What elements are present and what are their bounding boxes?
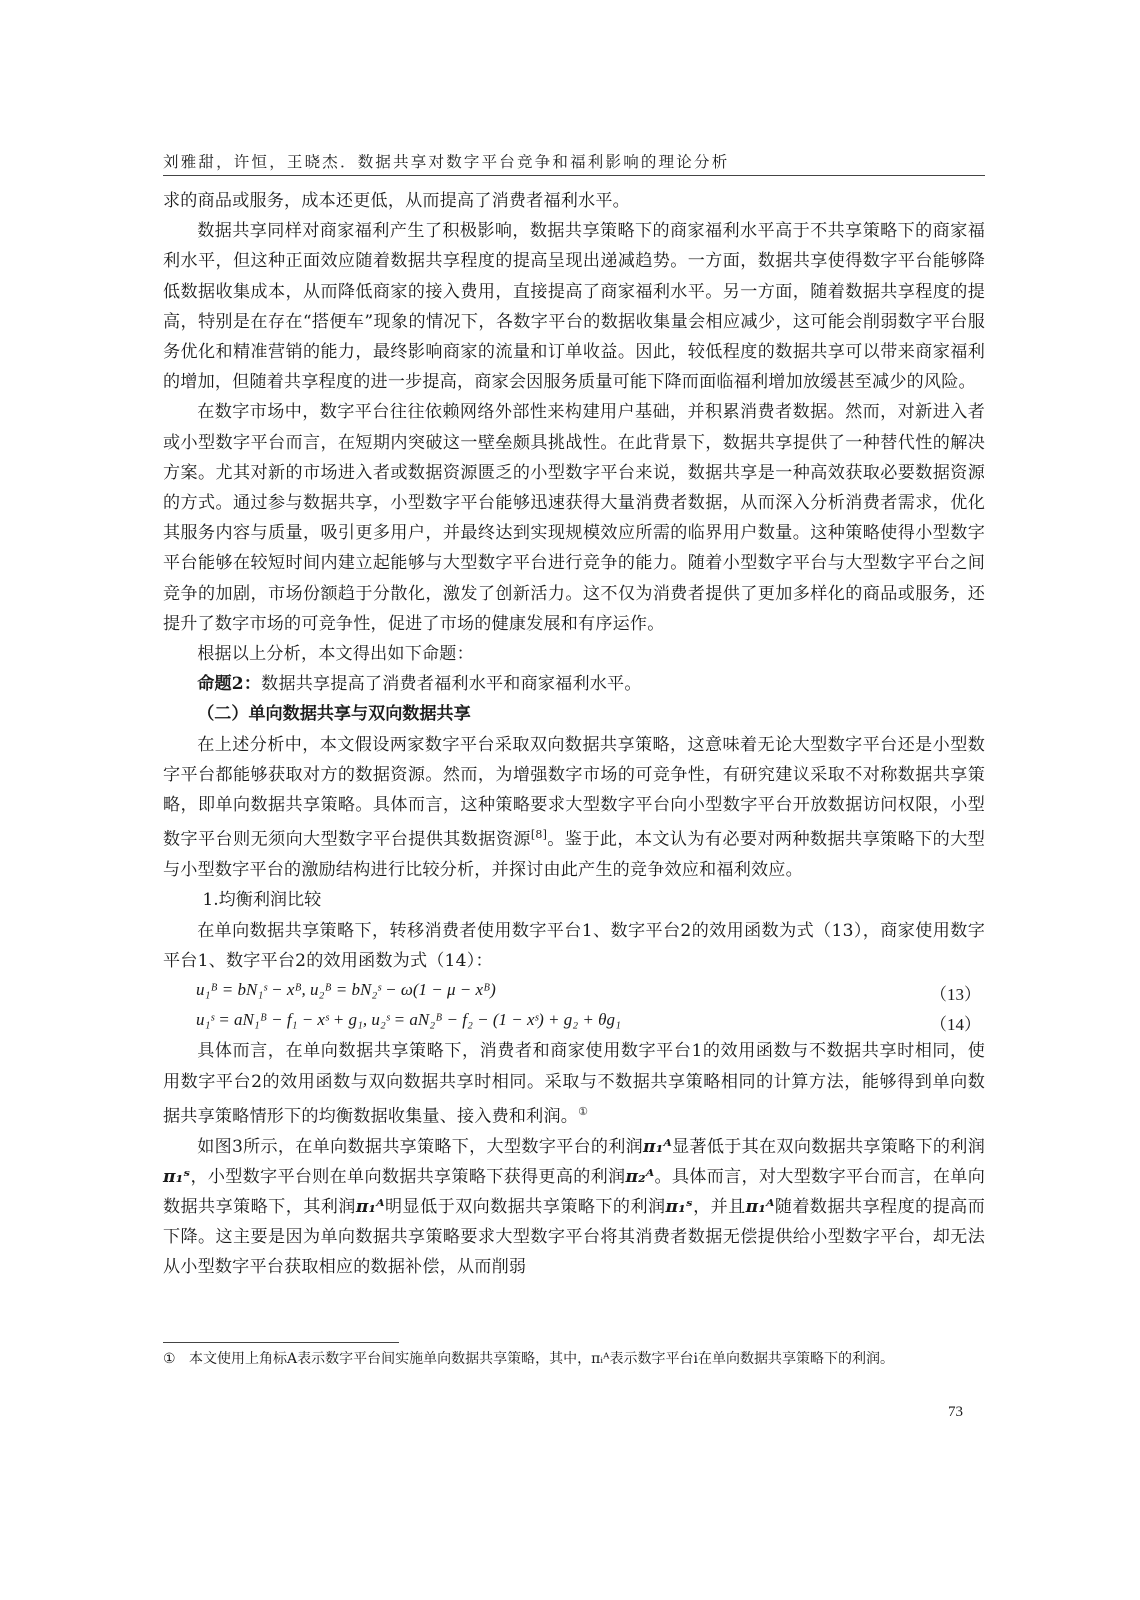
body-text (163, 186, 985, 1283)
paragraph-2: 数据共享同样对商家福利产生了积极影响，数据共享策略下的商家福利水平高于不共享策略下的商家福利水平，但这种正面效应随着数据共享程度的提高呈现出递减趋势。一方面，数据共享使得数字平台能够降低数据收集成本，从而降低商家的接入费用，直接提高了商家福利水平。另一方面，随着数据共享程度的提高，特别是在存在“搭便车”现象的情况下，各数字平台的数据收集量会相应减少，这可能会削弱数字平台服务优化和精准营销的能力，最终影响商家的流量和订单收益。因此，较低程度的数据共享可以带来商家福利的增加，但随着共享程度的进一步提高，商家会因服务质量可能下降而面临福利增加放缓甚至减少的风险。 (163, 221, 985, 393)
equation-14 (163, 1006, 985, 1036)
footnote-rule (163, 1342, 399, 1343)
header-rule (163, 175, 985, 176)
symbol-pi1a-3: π₁ᴬ (745, 1197, 775, 1218)
paragraph-4: 根据以上分析，本文得出如下命题： (197, 644, 474, 665)
page-number: 73 (948, 1404, 963, 1420)
paragraph-8-part-3: ，小型数字平台则在单向数据共享策略下获得更高的利润 (190, 1166, 626, 1187)
paragraph-5 (163, 730, 985, 886)
proposition-2 (163, 669, 985, 699)
equation-13-number: （13） (930, 984, 981, 1004)
equation-13-body: u₁ᴮ = bN₁ˢ − xᴮ, u₂ᴮ = bN₂ˢ − ω(1 − μ − xᴮ) (196, 979, 496, 999)
paragraph-5-a: 在上述分析中，本文假设两家数字平台采取双向数据共享策略，这意味着无论大型数字平台还是小型数字平台都能够获取对方的数据资源。然而，为增强数字市场的可竞争性，有研究建议采取不对称数据共享策略，即单向数据共享策略。具体而言，这种策略要求大型数字平台向小型数字平台开放数据访问权限，小型数字平台则无须向大型数字平台提供其数据资源 (163, 734, 985, 850)
paragraph-8-part-7: 随着数据共享程度的提高而下降。这主要是因为单向数据共享策略要求大型数字平台将其消费者数据无偿提供给小型数字平台，却无法从小型数字平台获取相应的数据补偿，从而削弱 (163, 1197, 985, 1278)
proposition-text: 数据共享提高了消费者福利水平和商家福利水平。 (261, 674, 642, 695)
paragraph-7 (163, 1036, 985, 1131)
paragraph-8-part-2: 显著低于其在双向数据共享策略下的利润 (672, 1136, 985, 1157)
proposition-label: 命题2： (197, 674, 262, 695)
footnote (163, 1348, 985, 1370)
footnote-text: 本文使用上角标A表示数字平台间实施单向数据共享策略，其中，πᵢᴬ表示数字平台i在单向数据共享策略下的利润。 (189, 1351, 894, 1367)
paragraph-1: 求的商品或服务，成本还更低，从而提高了消费者福利水平。 (163, 191, 630, 211)
subsection-heading: 1.均衡利润比较 (202, 890, 322, 911)
paragraph-7-text: 具体而言，在单向数据共享策略下，消费者和商家使用数字平台1的效用函数与不数据共享时相同，使用数字平台2的效用函数与双向数据共享时相同。采取与不数据共享策略相同的计算方法，能够得到单向数据共享策略情形下的均衡数据收集量、接入费和利润。 (163, 1041, 985, 1127)
footnote-ref: ① (578, 1104, 589, 1118)
paragraph-8 (163, 1132, 985, 1283)
paragraph-8-part-4: 。具体而言，对大型数字平台而言，在单向数据共享策略下，其利润 (163, 1166, 985, 1218)
paragraph-8-part-5: 明显低于双向数据共享策略下的利润 (384, 1197, 666, 1218)
paragraph-8-part-6: ，并且 (692, 1197, 746, 1218)
equation-14-body: u₁ˢ = aN₁ᴮ − f₁ − xˢ + g₁, u₂ˢ = aN₂ᴮ − f₂ − (1 − xˢ) + g₂ + θg₁ (196, 1010, 621, 1030)
symbol-pi1s-2: π₁ˢ (665, 1197, 693, 1218)
paragraph-5-b: 。鉴于此，本文认为有必要对两种数据共享策略下的大型与小型数字平台的激励结构进行比较分析，并探讨由此产生的竞争效应和福利效应。 (163, 829, 986, 881)
paragraph-6: 在单向数据共享策略下，转移消费者使用数字平台1、数字平台2的效用函数为式（13），商家使用数字平台1、数字平台2的效用函数为式（14）： (163, 920, 985, 971)
symbol-pi1a-2: π₁ᴬ (355, 1197, 385, 1218)
section-heading: （二）单向数据共享与双向数据共享 (197, 704, 471, 725)
paragraph-8-part-1: 如图3所示，在单向数据共享策略下，大型数字平台的利润 (197, 1136, 644, 1157)
equation-13 (163, 976, 985, 1006)
symbol-pi1a: π₁ᴬ (643, 1136, 673, 1157)
symbol-pi1s: π₁ˢ (163, 1166, 191, 1187)
equation-14-number: （14） (930, 1015, 981, 1035)
paragraph-3: 在数字市场中，数字平台往往依赖网络外部性来构建用户基础，并积累消费者数据。然而，对新进入者或小型数字平台而言，在短期内突破这一壁垒颇具挑战性。在此背景下，数据共享提供了一种替代性的解决方案。尤其对新的市场进入者或数据资源匮乏的小型数字平台来说，数据共享是一种高效获取必要数据资源的方式。通过参与数据共享，小型数字平台能够迅速获得大量消费者数据，从而深入分析消费者需求，优化其服务内容与质量，吸引更多用户，并最终达到实现规模效应所需的临界用户数量。这种策略使得小型数字平台能够在较短时间内建立起能够与大型数字平台进行竞争的能力。随着小型数字平台与大型数字平台之间竞争的加剧，市场份额趋于分散化，激发了创新活力。这不仅为消费者提供了更加多样化的商品或服务，还提升了数字市场的可竞争性，促进了市场的健康发展和有序运作。 (163, 402, 985, 634)
running-head: 刘雅甜，许恒，王晓杰．数据共享对数字平台竞争和福利影响的理论分析 (163, 153, 730, 171)
footnote-mark: ① (163, 1351, 176, 1367)
symbol-pi2a: π₂ᴬ (625, 1166, 655, 1187)
citation-ref: [8] (530, 828, 548, 842)
